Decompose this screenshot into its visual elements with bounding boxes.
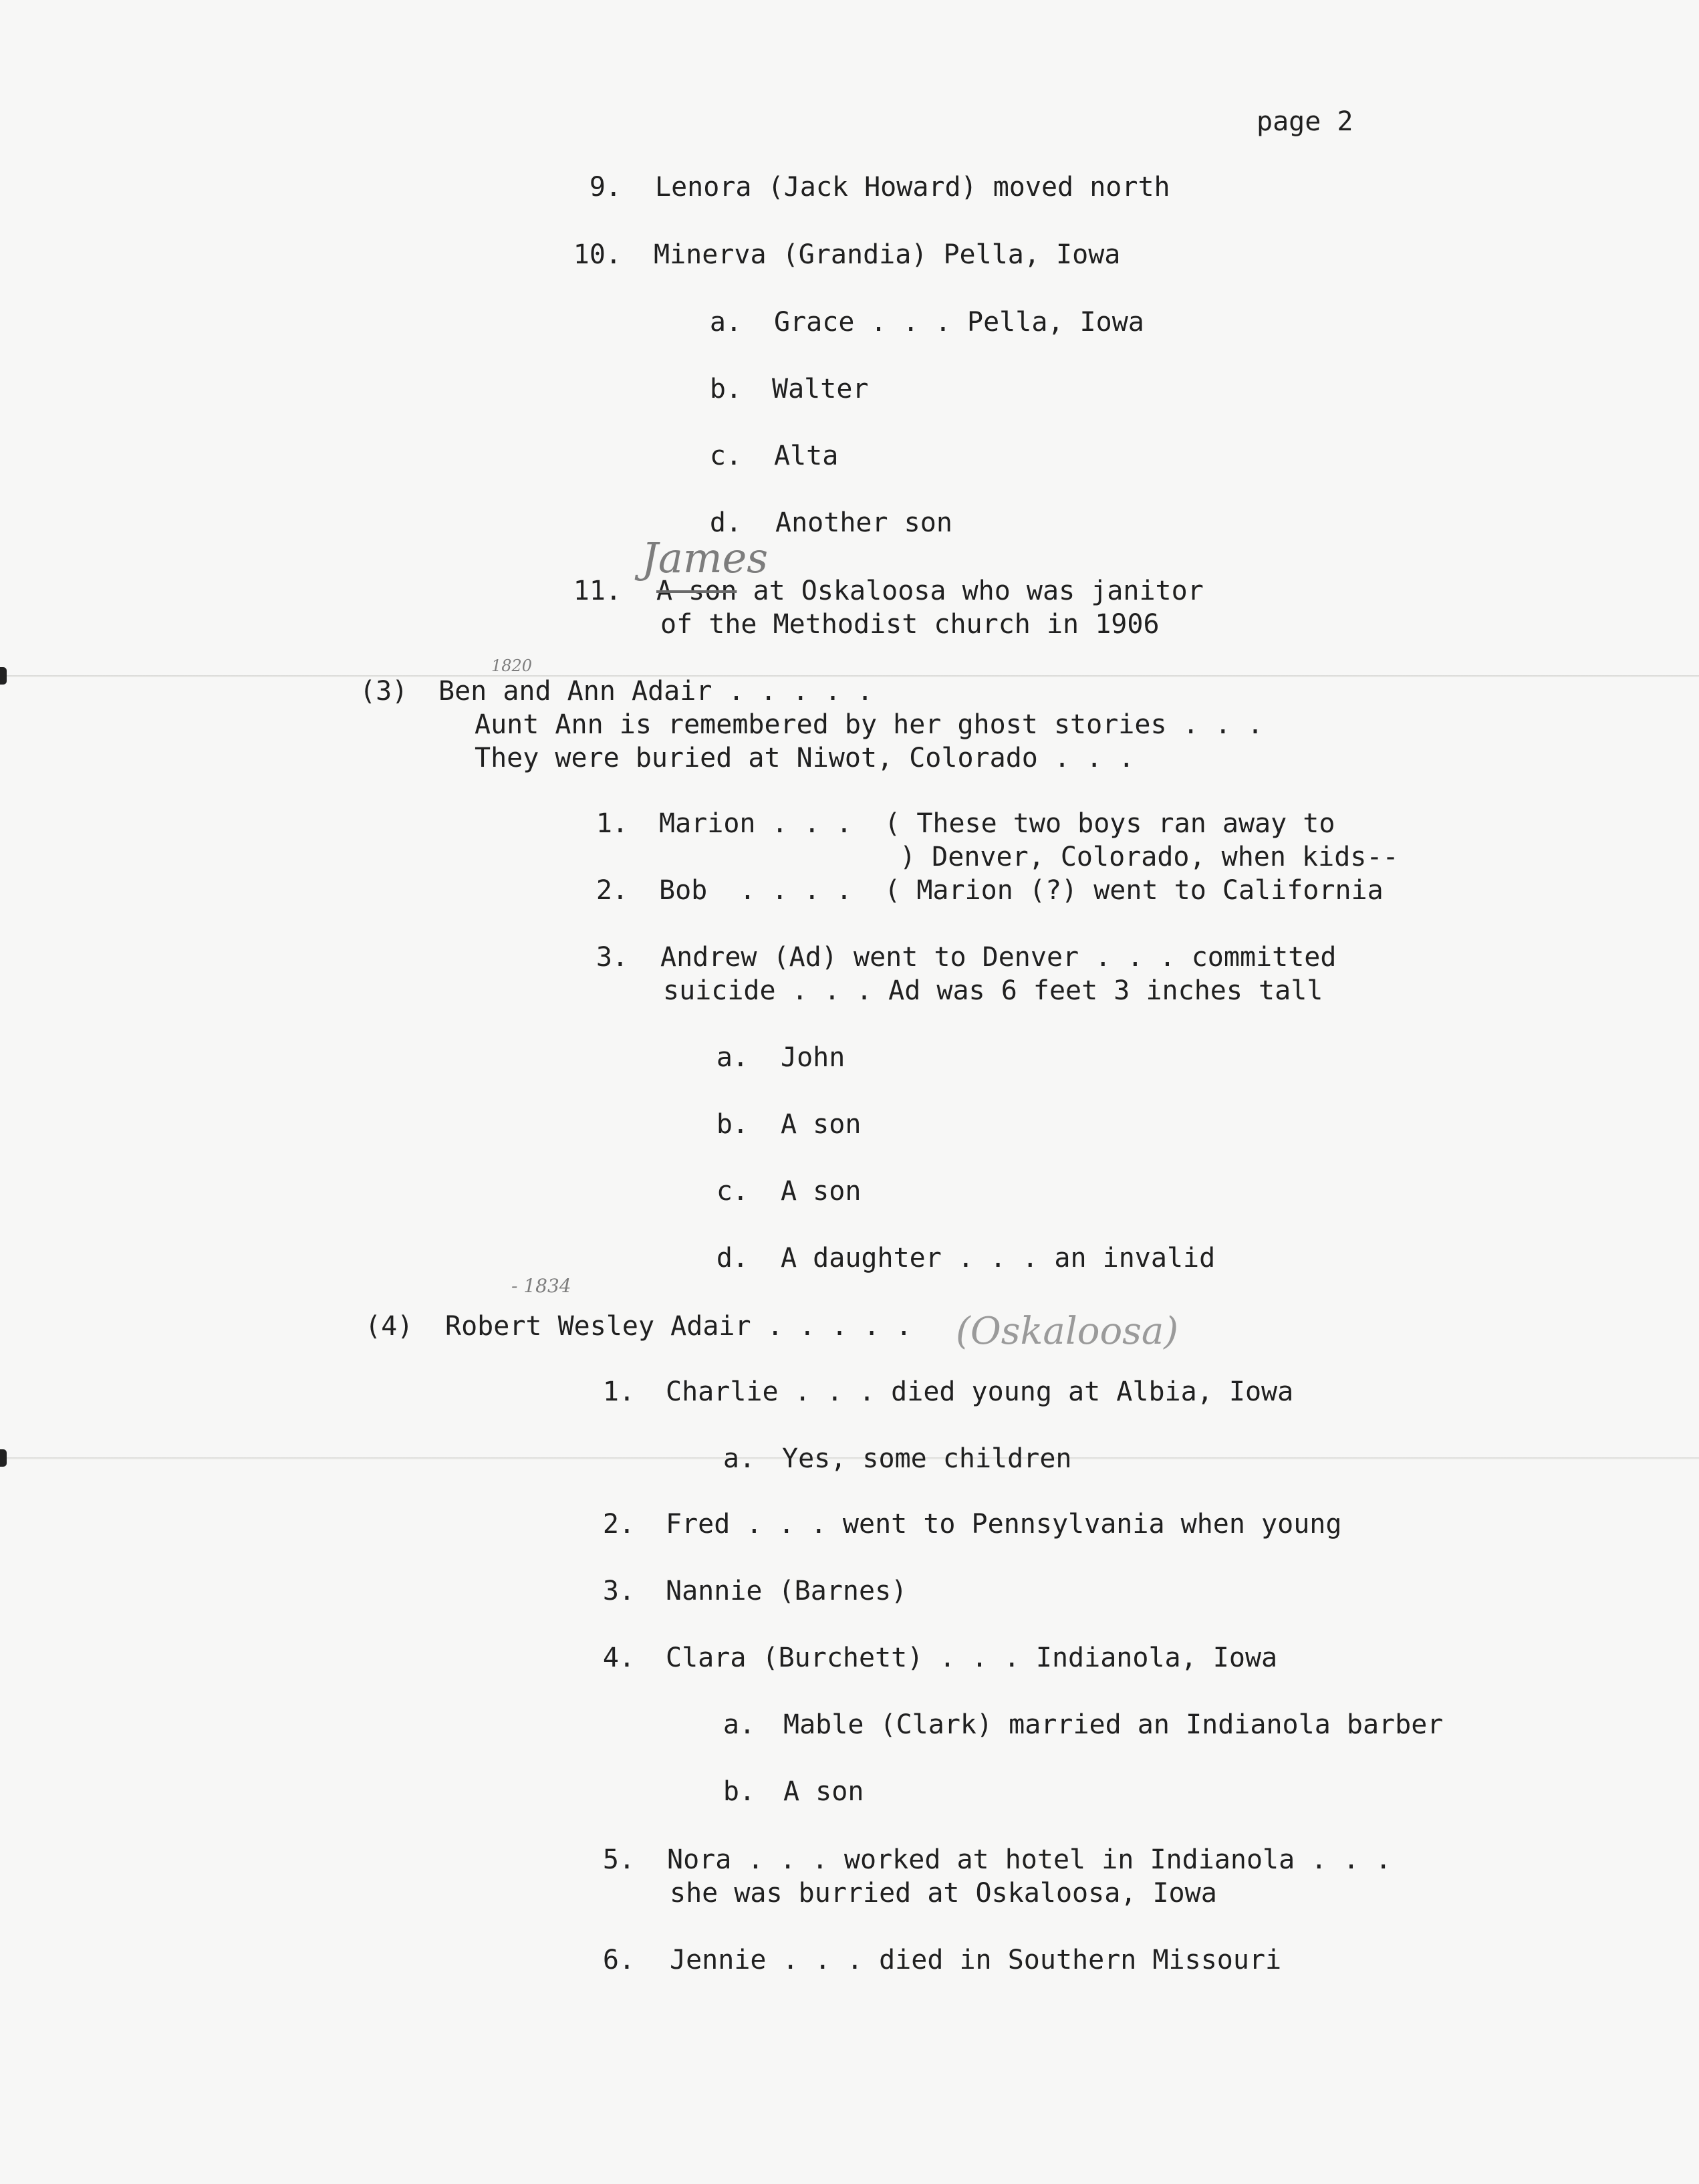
section-heading: Ben and Ann Adair . . . . . (438, 676, 874, 707)
item-number: 4. (602, 1643, 635, 1673)
item-number: 5. (602, 1844, 635, 1875)
section-note: They were buried at Niwot, Colorado . . . (475, 743, 1135, 773)
item-number: 2. (596, 875, 628, 906)
list-item-text: Jennie . . . died in Southern Missouri (670, 1945, 1282, 1975)
sub-item-letter: b. (716, 1109, 749, 1140)
handwritten-year-annotation: 1820 (491, 656, 533, 675)
item-number: 11. (573, 576, 622, 606)
sub-item-letter: b. (709, 374, 742, 404)
list-item-text-continued: of the Methodist church in 1906 (660, 609, 1160, 640)
sub-item-letter: c. (716, 1176, 749, 1207)
list-item-text: Bob . . . . ( Marion (?) went to California (659, 875, 1384, 906)
sub-item-text: Alta (774, 441, 839, 471)
list-item-text-continued: ) Denver, Colorado, when kids-- (900, 842, 1399, 872)
list-item-text: Nannie (Barnes) (666, 1576, 908, 1606)
section-heading: Robert Wesley Adair . . . . . (445, 1311, 912, 1342)
section-marker: (3) (360, 676, 408, 707)
list-item-text-continued: suicide . . . Ad was 6 feet 3 inches tall (663, 975, 1323, 1006)
sub-item-text: A son (783, 1776, 864, 1807)
item-number: 3. (602, 1576, 635, 1606)
sub-item-text: A son (781, 1109, 862, 1140)
list-item-text-rest: at Oskaloosa who was janitor (737, 576, 1204, 606)
sub-item-text: A daughter . . . an invalid (781, 1243, 1216, 1273)
item-number: 9. (589, 172, 622, 203)
handwritten-place-annotation: (Oskaloosa) (956, 1310, 1179, 1353)
item-number: 6. (602, 1945, 635, 1975)
sub-item-letter: b. (723, 1776, 755, 1807)
list-item-text: Lenora (Jack Howard) moved north (655, 172, 1170, 203)
list-item-text: Fred . . . went to Pennsylvania when young (666, 1509, 1342, 1540)
item-number: 2. (602, 1509, 635, 1540)
item-number: 3. (596, 942, 628, 973)
sub-item-text: Grace . . . Pella, Iowa (774, 307, 1144, 338)
sub-item-letter: c. (709, 441, 742, 471)
sub-item-letter: d. (716, 1243, 749, 1273)
list-item-text: Andrew (Ad) went to Denver . . . committed (660, 942, 1337, 973)
handwritten-year-annotation: - 1834 (511, 1275, 571, 1297)
page-number: page 2 (1257, 106, 1353, 137)
handwritten-name-annotation: James (642, 533, 769, 582)
section-marker: (4) (365, 1311, 414, 1342)
item-number: 10. (573, 239, 622, 270)
sub-item-text: Another son (775, 507, 952, 538)
sub-item-text: Mable (Clark) married an Indianola barber (783, 1709, 1444, 1740)
sub-item-letter: a. (716, 1042, 749, 1073)
sub-item-letter: a. (723, 1709, 755, 1740)
sub-item-text: Yes, some children (782, 1443, 1072, 1474)
torn-edge-mark (0, 667, 7, 685)
list-item-text: Marion . . . ( These two boys ran away to (659, 808, 1335, 839)
sub-item-text: A son (781, 1176, 862, 1207)
list-item-text: Charlie . . . died young at Albia, Iowa (666, 1376, 1294, 1407)
list-item-text: Nora . . . worked at hotel in Indianola . . . (667, 1844, 1392, 1875)
sub-item-letter: a. (723, 1443, 755, 1474)
sub-item-letter: a. (709, 307, 742, 338)
sub-item-letter: d. (709, 507, 742, 538)
list-item-text: Minerva (Grandia) Pella, Iowa (654, 239, 1121, 270)
struck-text: A son (656, 576, 737, 606)
torn-edge-mark (0, 1449, 7, 1467)
list-item-text: Clara (Burchett) . . . Indianola, Iowa (666, 1643, 1278, 1673)
item-number: 1. (602, 1376, 635, 1407)
sub-item-text: John (781, 1042, 845, 1073)
item-number: 1. (596, 808, 628, 839)
list-item-text-continued: she was burried at Oskaloosa, Iowa (670, 1878, 1217, 1909)
section-note: Aunt Ann is remembered by her ghost stories . . . (475, 709, 1264, 740)
sub-item-text: Walter (772, 374, 869, 404)
list-item-text (656, 575, 1204, 607)
